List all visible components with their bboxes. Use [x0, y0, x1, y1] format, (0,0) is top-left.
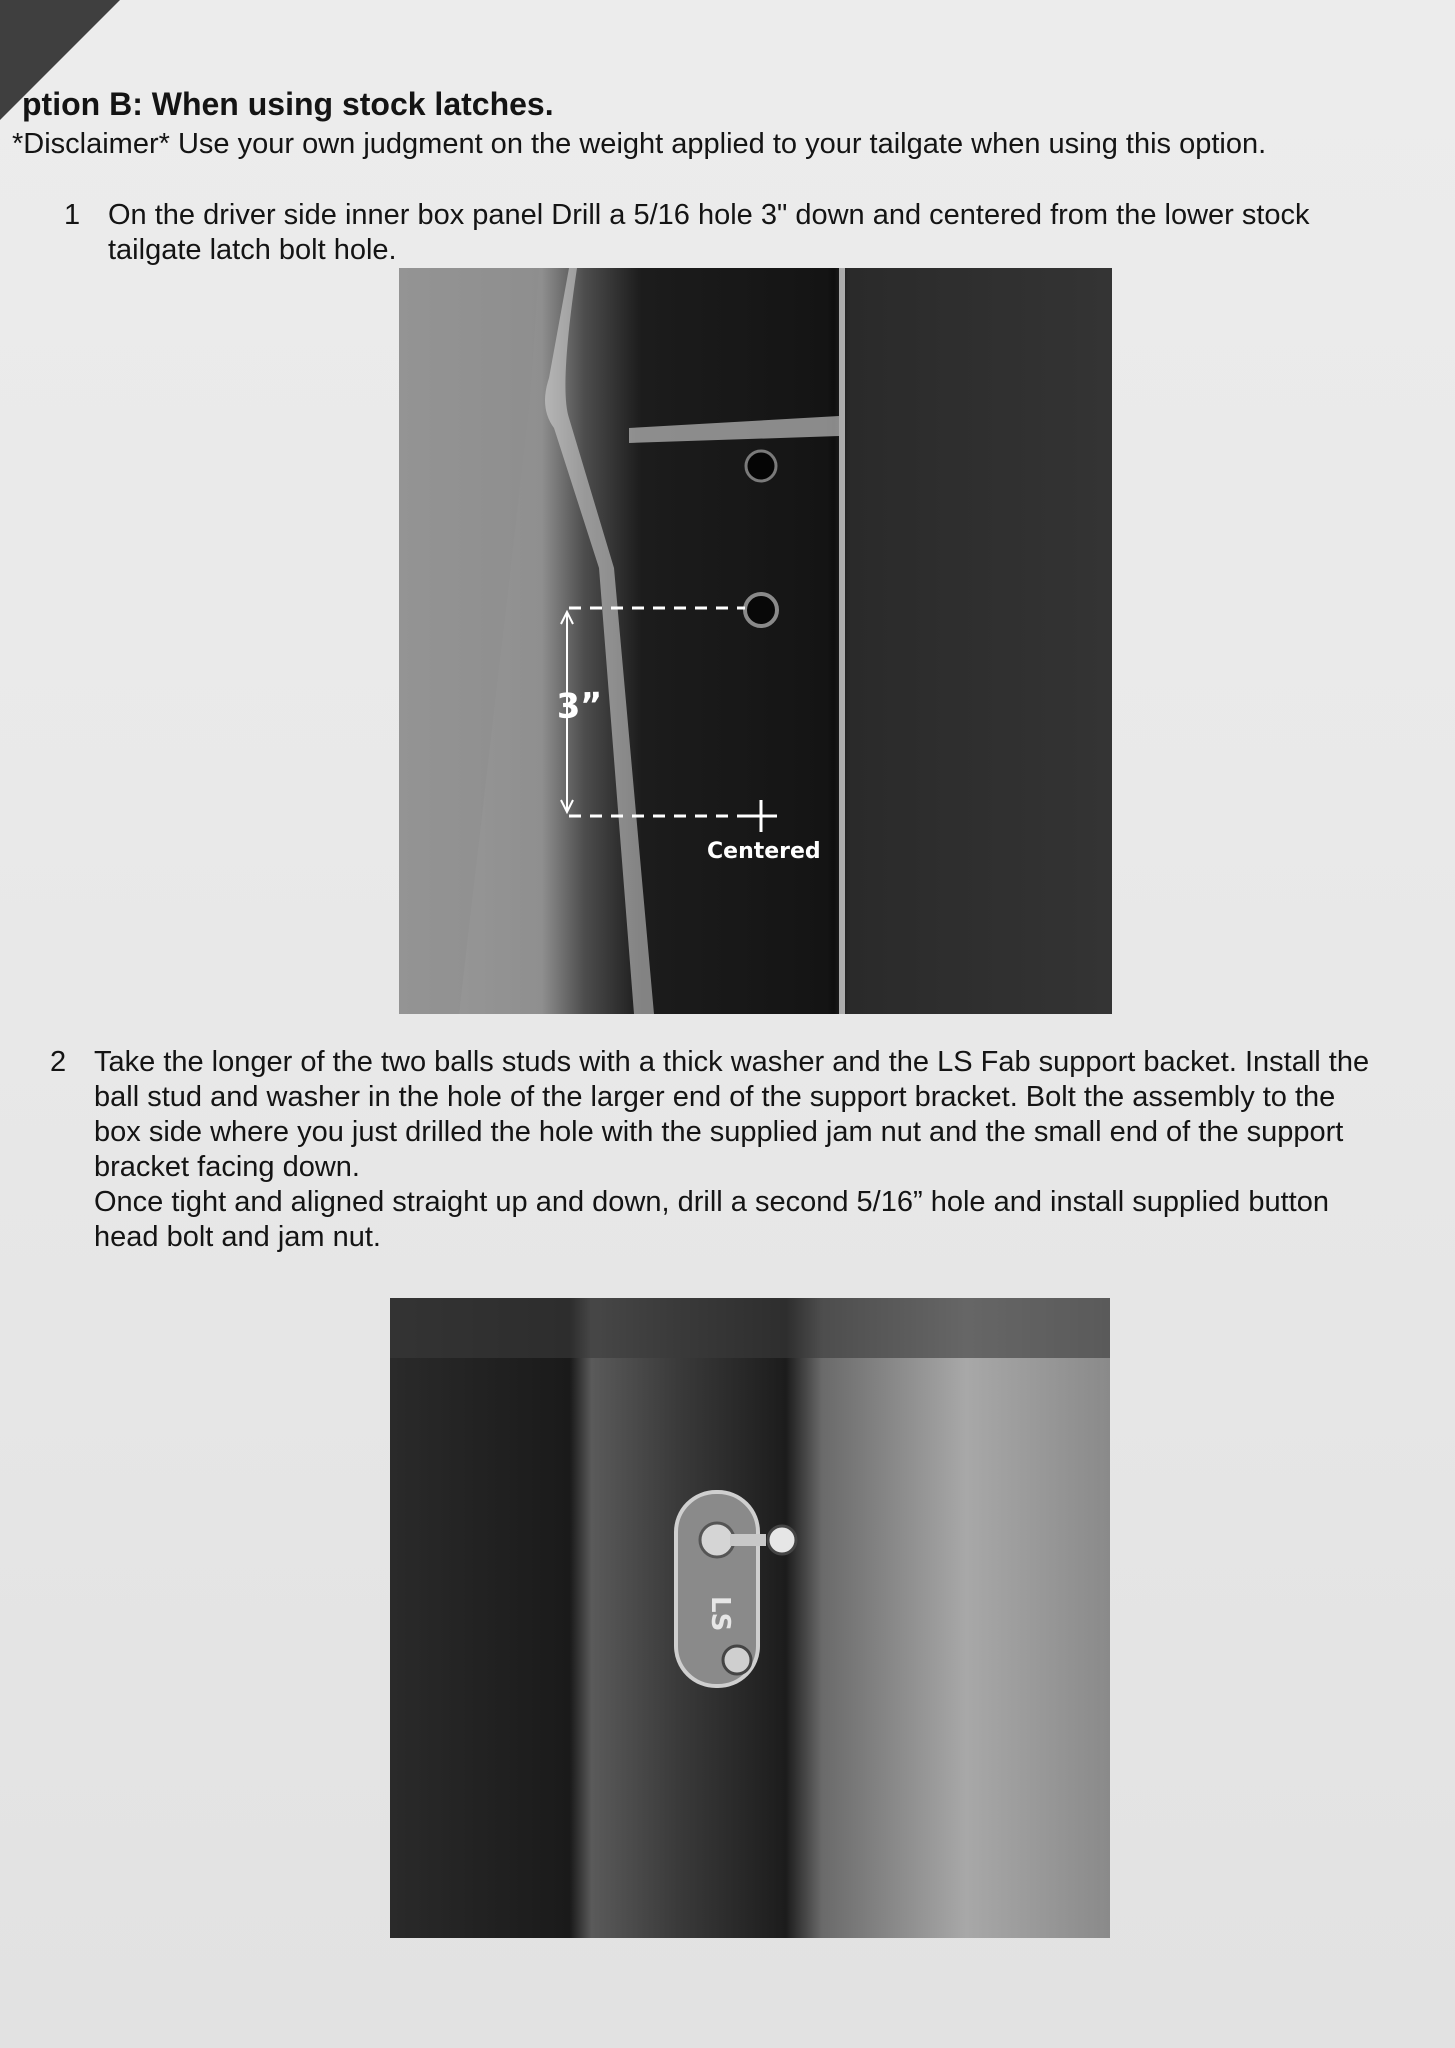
ball-stud-shank	[730, 1534, 766, 1546]
installed-bracket-illustration	[390, 1298, 1110, 1938]
ball-stud-nut	[700, 1523, 734, 1557]
bracket-logo: LS	[705, 1596, 735, 1632]
panel-ledge	[629, 416, 839, 443]
button-head-bolt	[723, 1646, 751, 1674]
step-paragraph: Take the longer of the two balls studs with a thick washer and the LS Fab support backet. Install the ball stud and washer in the hole of the larger end of the support bracket. Bolt the assembly to the box side where you just drilled the hole with the supplied jam nut and the small end of the support bracket facing down.	[94, 1046, 1370, 1183]
step-text	[94, 1045, 1374, 1255]
step-paragraph: Once tight and aligned straight up and down, drill a second 5/16” hole and install supplied button head bolt and jam nut.	[94, 1186, 1329, 1253]
disclaimer-text: *Disclaimer* Use your own judgment on the weight applied to your tailgate when using this option.	[12, 128, 1267, 160]
background-wall	[399, 268, 539, 1014]
step-number: 2	[50, 1046, 67, 1078]
centered-label: Centered	[707, 839, 821, 864]
installed-bracket-photo	[390, 1298, 1110, 1938]
lower-latch-hole	[745, 594, 777, 626]
step-number: 1	[64, 199, 81, 231]
measurement-label: 3”	[555, 685, 604, 727]
gate-edge	[545, 268, 654, 1014]
drill-location-illustration	[399, 268, 1112, 1014]
step-text: On the driver side inner box panel Drill a 5/16 hole 3" down and centered from the lower stock tailgate latch bolt hole.	[108, 199, 1310, 266]
panel-seam	[839, 268, 845, 1014]
drill-location-photo	[399, 268, 1112, 1014]
top-shadow	[390, 1298, 1110, 1358]
upper-latch-hole	[746, 451, 776, 481]
ball-stud-ball	[768, 1526, 796, 1554]
section-heading: ption B: When using stock latches.	[22, 86, 554, 122]
